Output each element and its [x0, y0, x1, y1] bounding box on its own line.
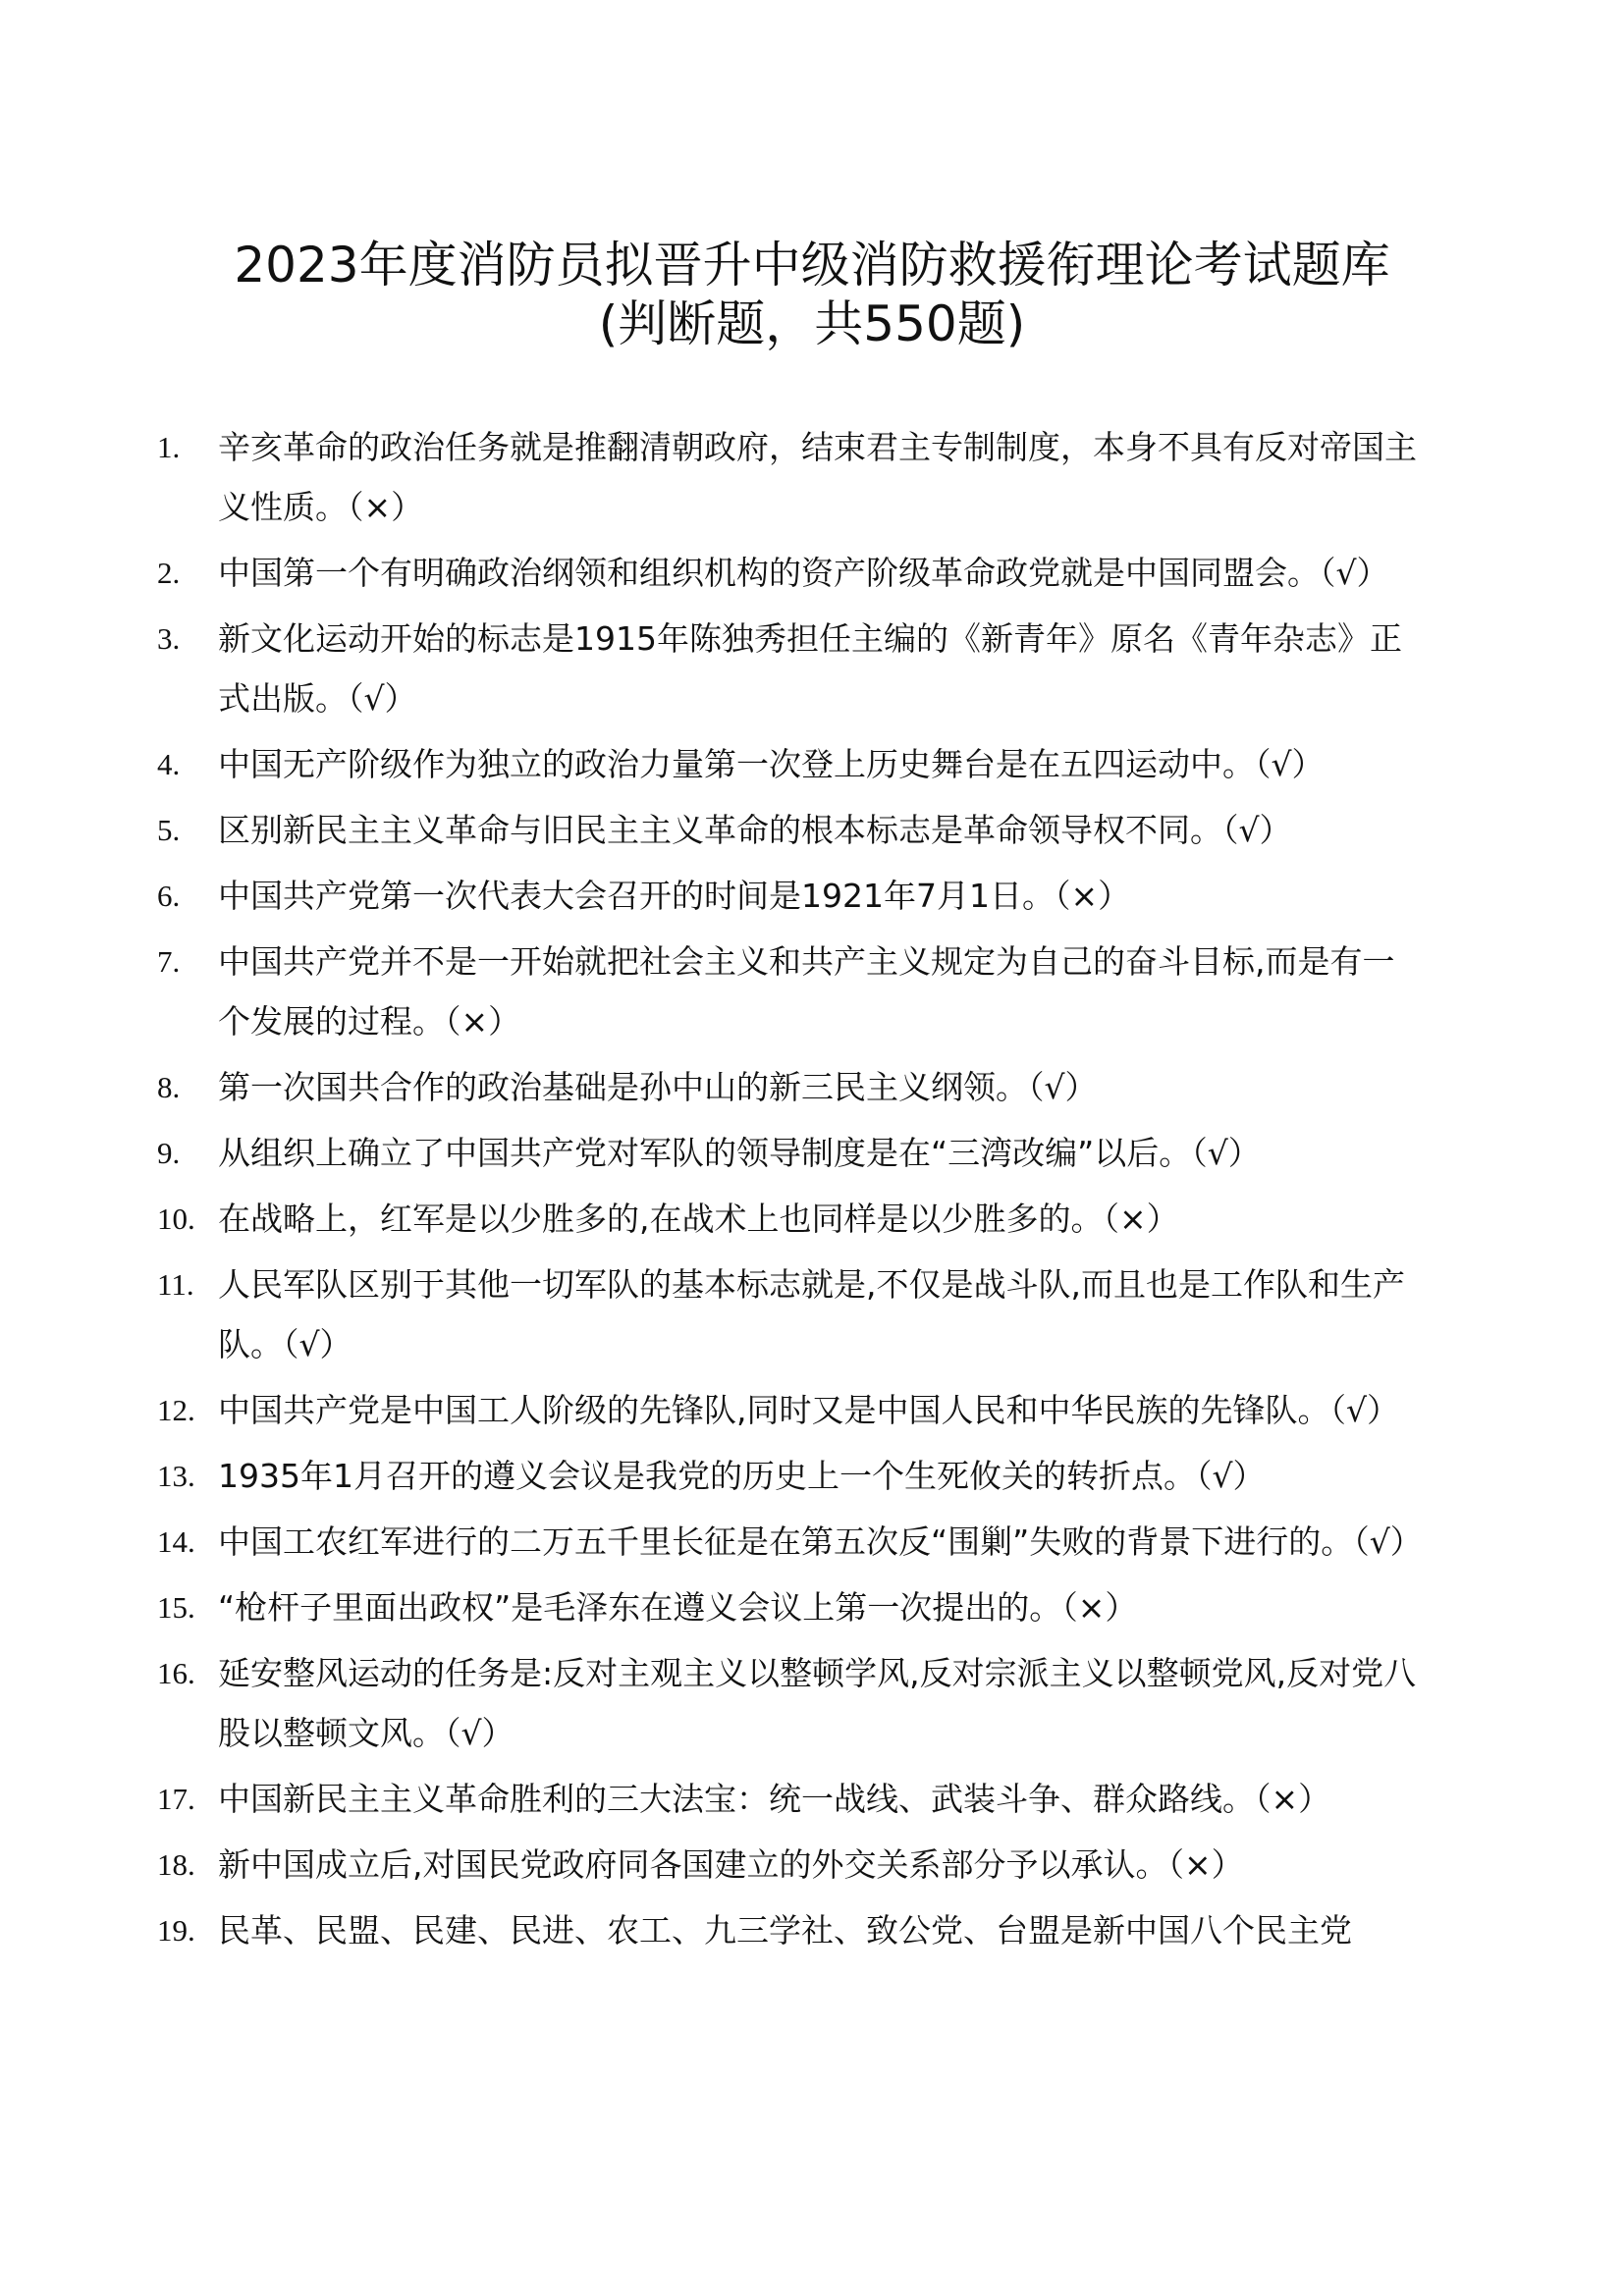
question-number: 2. — [157, 556, 181, 590]
question-text: 中国共产党并不是一开始就把社会主义和共产主义规定为自己的奋斗目标,而是有一个发展的过程。（×） — [218, 942, 1395, 1041]
question-text: 中国新民主主义革命胜利的三大法宝：统一战线、武装斗争、群众路线。（×） — [218, 1780, 1331, 1818]
question-number: 9. — [157, 1136, 181, 1170]
question-number: 10. — [157, 1201, 195, 1236]
document-title — [0, 236, 1624, 353]
question-text: 新文化运动开始的标志是1915年陈独秀担任主编的《新青年》原名《青年杂志》正式出版。（√） — [218, 619, 1402, 718]
title-line-2: (判断题，共550题) — [598, 295, 1026, 352]
question-number: 5. — [157, 813, 181, 847]
question-text: 民革、民盟、民建、民进、农工、九三学社、致公党、台盟是新中国八个民主党 — [218, 1911, 1352, 1949]
question-text: 新中国成立后,对国民党政府同各国建立的外交关系部分予以承认。（×） — [218, 1845, 1244, 1884]
question-item — [157, 1380, 1424, 1440]
title-line-1: 2023年度消防员拟晋升中级消防救援衔理论考试题库 — [234, 237, 1390, 294]
question-number: 12. — [157, 1393, 195, 1427]
question-item — [157, 417, 1424, 537]
question-item — [157, 1255, 1424, 1374]
question-text: 1935年1月召开的遵义会议是我党的历史上一个生死攸关的转折点。（√） — [218, 1457, 1266, 1495]
question-item — [157, 1512, 1424, 1572]
question-text: 中国共产党是中国工人阶级的先锋队,同时又是中国人民和中华民族的先锋队。（√） — [218, 1391, 1400, 1429]
question-text: 中国工农红军进行的二万五千里长征是在第五次反“围剿”失败的背景下进行的。（√） — [218, 1522, 1423, 1561]
question-number: 19. — [157, 1913, 195, 1948]
question-item — [157, 1835, 1424, 1895]
question-text: “枪杆子里面出政权”是毛泽东在遵义会议上第一次提出的。（×） — [218, 1588, 1138, 1627]
question-number: 3. — [157, 621, 181, 656]
question-text: 辛亥革命的政治任务就是推翻清朝政府，结束君主专制制度，本身不具有反对帝国主义性质。（×） — [218, 428, 1417, 526]
question-number: 6. — [157, 879, 181, 913]
question-number: 11. — [157, 1267, 194, 1302]
question-item — [157, 609, 1424, 728]
question-item — [157, 543, 1424, 603]
question-number: 14. — [157, 1524, 195, 1559]
question-text: 第一次国共合作的政治基础是孙中山的新三民主义纲领。（√） — [218, 1068, 1098, 1106]
question-item — [157, 1900, 1424, 1960]
question-number: 17. — [157, 1782, 195, 1816]
question-item — [157, 1769, 1424, 1829]
question-item — [157, 800, 1424, 860]
question-number: 8. — [157, 1070, 181, 1104]
question-item — [157, 1643, 1424, 1763]
question-text: 延安整风运动的任务是:反对主观主义以整顿学风,反对宗派主义以整顿党风,反对党八股以整顿文风。（√） — [218, 1654, 1417, 1752]
question-text: 人民军队区别于其他一切军队的基本标志就是,不仅是战斗队,而且也是工作队和生产队。（√） — [218, 1265, 1405, 1363]
question-number: 1. — [157, 430, 181, 464]
question-text: 在战略上，红军是以少胜多的,在战术上也同样是以少胜多的。（×） — [218, 1200, 1179, 1238]
question-number: 4. — [157, 747, 181, 781]
question-list — [157, 417, 1424, 1966]
question-item — [157, 866, 1424, 926]
question-text: 中国无产阶级作为独立的政治力量第一次登上历史舞台是在五四运动中。（√） — [218, 745, 1325, 783]
question-text: 从组织上确立了中国共产党对军队的领导制度是在“三湾改编”以后。（√） — [218, 1134, 1261, 1172]
question-item — [157, 932, 1424, 1051]
question-number: 15. — [157, 1590, 195, 1625]
question-number: 18. — [157, 1847, 195, 1882]
question-item — [157, 1057, 1424, 1117]
question-text: 中国第一个有明确政治纲领和组织机构的资产阶级革命政党就是中国同盟会。（√） — [218, 554, 1389, 592]
question-item — [157, 1123, 1424, 1183]
question-item — [157, 1446, 1424, 1506]
question-number: 7. — [157, 944, 181, 979]
question-text: 区别新民主主义革命与旧民主主义革命的根本标志是革命领导权不同。（√） — [218, 811, 1292, 849]
question-item — [157, 1189, 1424, 1249]
question-text: 中国共产党第一次代表大会召开的时间是1921年7月1日。（×） — [218, 877, 1131, 915]
question-number: 13. — [157, 1459, 195, 1493]
question-number: 16. — [157, 1656, 195, 1690]
question-item — [157, 734, 1424, 794]
question-item — [157, 1577, 1424, 1637]
